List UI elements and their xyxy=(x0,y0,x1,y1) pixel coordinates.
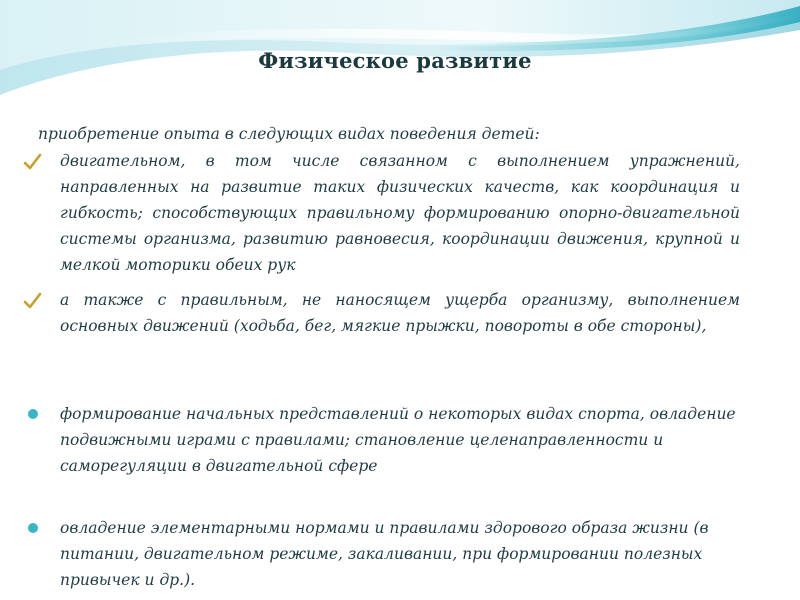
list-item xyxy=(60,148,740,278)
list-item-text: формирование начальных представлений о некоторых видах спорта, овладение подвижными играми с правилами; становление целенаправленности и саморегуляции в двигательной сфере xyxy=(60,405,736,475)
checkmark-icon xyxy=(22,291,42,311)
intro-text: приобретение опыта в следующих видах поведения детей: xyxy=(38,125,540,143)
slide-title: Физическое развитие xyxy=(258,48,532,73)
bullet-dot-icon xyxy=(28,409,38,419)
list-item-text: овладение элементарными нормами и правилами здорового образа жизни (в питании, двигательном режиме, закаливании, при формировании полезных привычек и др.). xyxy=(60,519,709,589)
list-item-text: а также с правильным, не наносящем ущерба организму, выполнением основных движений (ходьба, бег, мягкие прыжки, повороты в обе стороны), xyxy=(60,291,740,335)
bullet-dot-icon xyxy=(28,523,38,533)
list-item xyxy=(60,515,740,593)
list-item xyxy=(60,287,740,339)
list-item-text: двигательном, в том числе связанном с выполнением упражнений, направленных на развитие таких физических качеств, как координация и гибкость; способствующих правильному формированию опорно-двигательной системы организма, развитию равновесия, координации движения, крупной и мелкой моторики обеих рук xyxy=(60,152,740,274)
checkmark-icon xyxy=(22,152,42,172)
list-item xyxy=(60,401,740,479)
